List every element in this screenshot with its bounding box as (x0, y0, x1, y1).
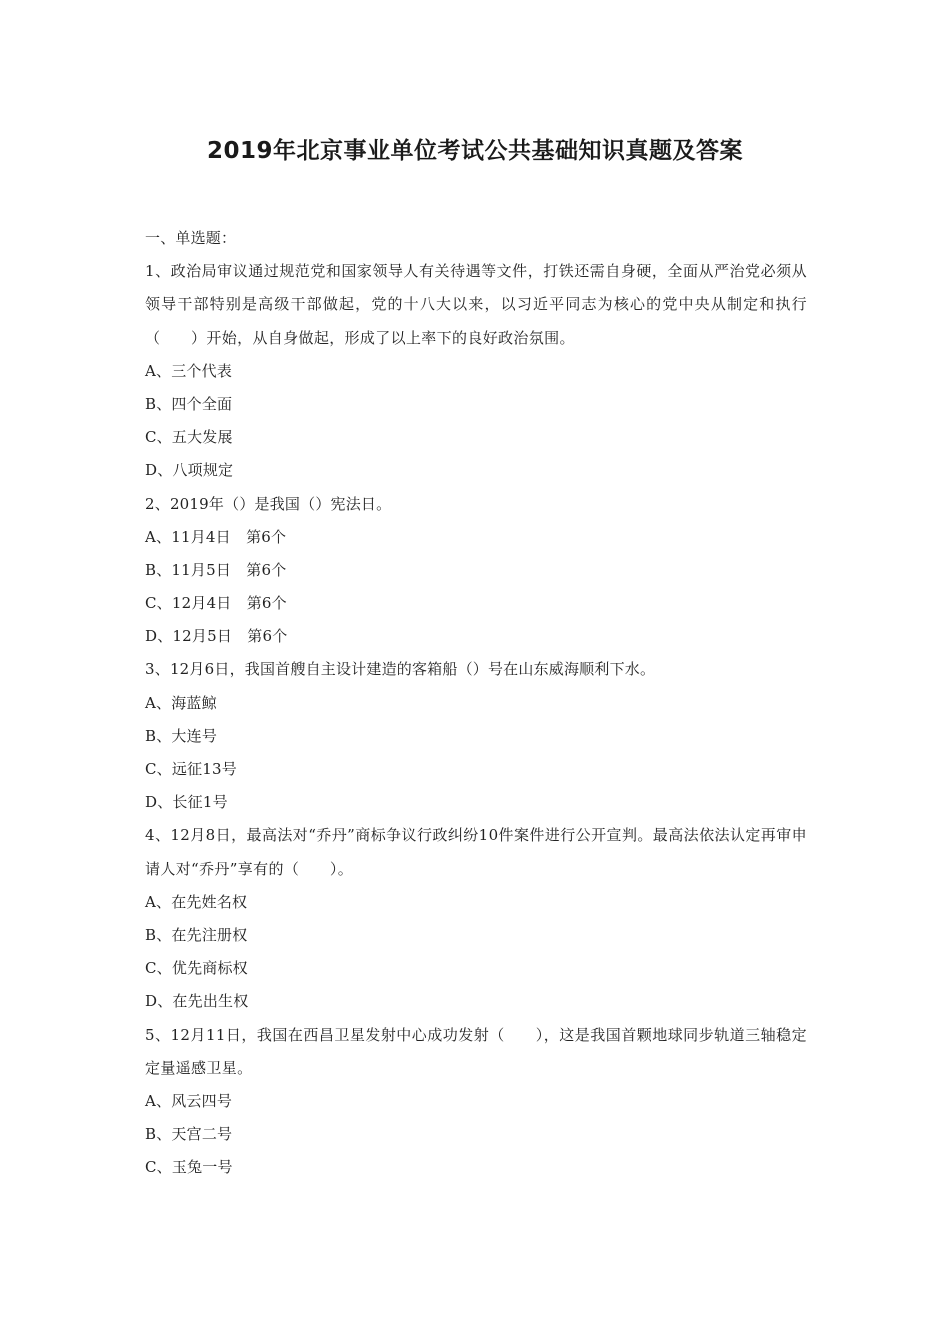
question-3-option-b: B、大连号 (145, 726, 218, 745)
question-2-option-d: D、12月5日 第6个 (145, 627, 288, 646)
question-1-option-c: C、五大发展 (145, 428, 233, 447)
question-2-option-c: C、12月4日 第6个 (145, 594, 287, 613)
question-3-option-a: A、海蓝鲸 (145, 693, 217, 712)
question-4-option-a: A、在先姓名权 (145, 892, 248, 911)
question-4-option-d: D、在先出生权 (145, 992, 249, 1011)
document-title: 2019年北京事业单位考试公共基础知识真题及答案 (206, 138, 743, 164)
question-3-option-d: D、长征1号 (145, 793, 228, 812)
question-3-stem: 3、12月6日，我国首艘自主设计建造的客箱船（）号在山东威海顺利下水。 (145, 660, 656, 679)
question-5-option-a: A、风云四号 (145, 1091, 233, 1110)
question-2-stem: 2、2019年（）是我国（）宪法日。 (145, 494, 392, 513)
question-1-option-a: A、三个代表 (145, 361, 233, 380)
section-heading: 一、单选题： (145, 229, 237, 247)
question-4-stem: 4、12月8日，最高法对“乔丹”商标争议行政纠纷10件案件进行公开宣判。最高法依法认定再审申请人对“乔丹”享有的（ ）。 (145, 826, 807, 878)
question-5-option-b: B、天宫二号 (145, 1125, 233, 1144)
question-1-option-b: B、四个全面 (145, 394, 233, 413)
document-body (145, 222, 807, 1185)
question-1-stem: 1、政治局审议通过规范党和国家领导人有关待遇等文件，打铁还需自身硬，全面从严治党必须从领导干部特别是高级干部做起，党的十八大以来，以习近平同志为核心的党中央从制定和执行（ ）开始，从自身做起，形成了以上率下的良好政治氛围。 (145, 262, 807, 347)
question-2-option-b: B、11月5日 第6个 (145, 560, 287, 579)
question-1-option-d: D、八项规定 (145, 461, 234, 480)
question-5-option-c: C、玉兔一号 (145, 1158, 233, 1177)
question-4-option-b: B、在先注册权 (145, 926, 248, 945)
question-5-stem: 5、12月11日，我国在西昌卫星发射中心成功发射（ ），这是我国首颗地球同步轨道三轴稳定定量遥感卫星。 (145, 1025, 807, 1077)
question-3-option-c: C、远征13号 (145, 760, 237, 779)
question-4-option-c: C、优先商标权 (145, 959, 248, 978)
question-2-option-a: A、11月4日 第6个 (145, 527, 287, 546)
